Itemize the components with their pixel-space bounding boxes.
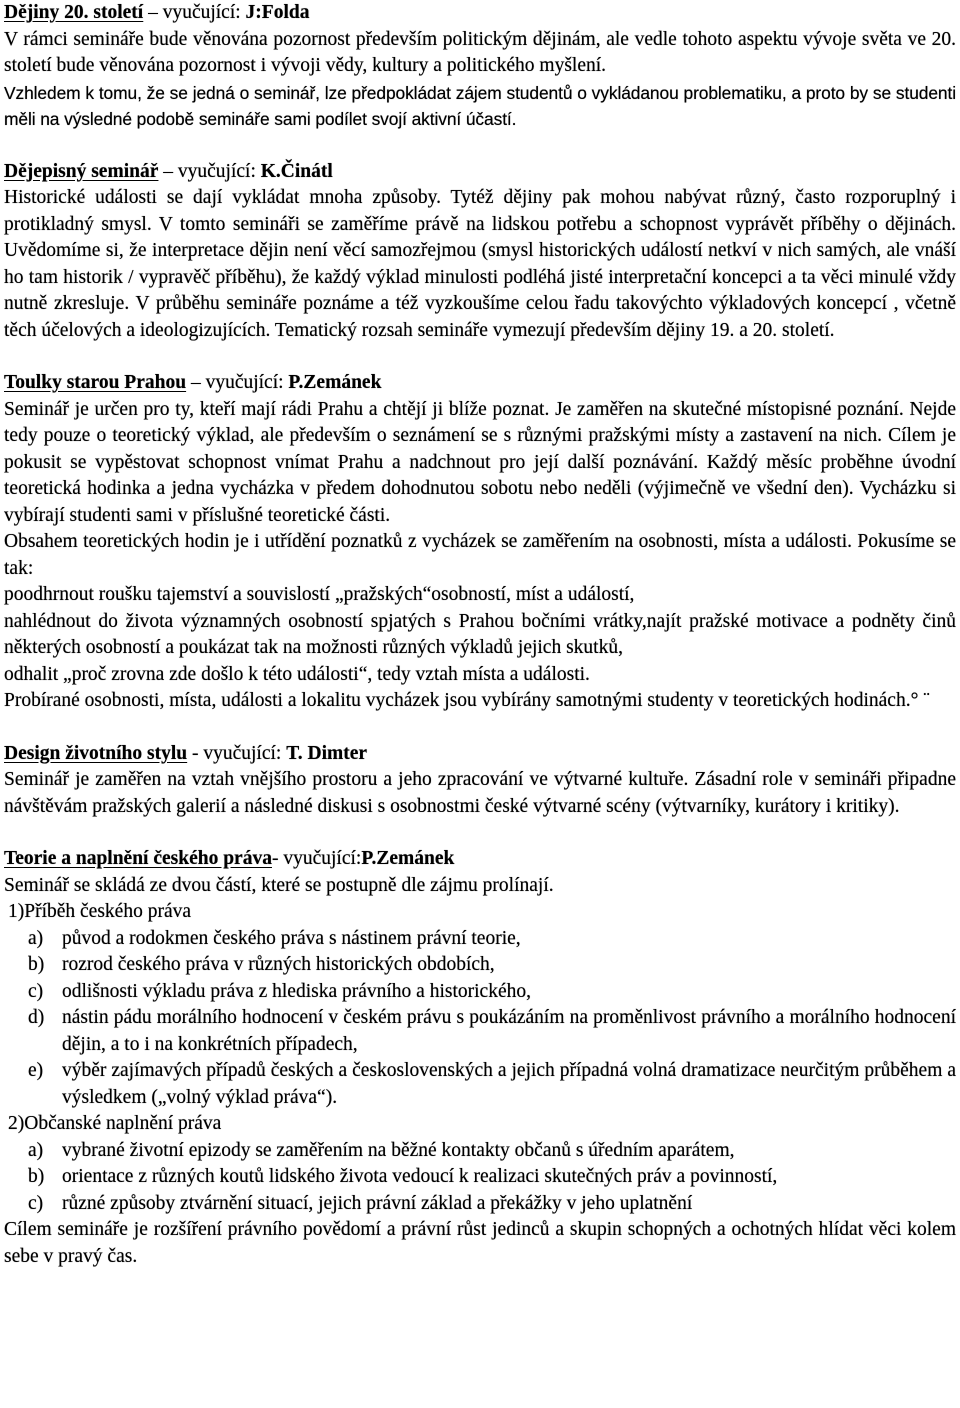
section-paragraph: Vzhledem k tomu, že se jedná o seminář, lze předpokládat zájem studentů o vykládanou problematiku, a proto by se studenti měli na výsledné podobě semináře sami podílet svojí aktivní účastí. [4, 82, 956, 129]
section-heading [4, 846, 956, 873]
teacher-name: P.Zemánek [361, 848, 455, 869]
list-marker: b) [28, 954, 45, 975]
section-history-seminar [4, 159, 956, 345]
section-20th-century-history [4, 0, 956, 133]
list-marker: c) [28, 980, 44, 1002]
section-heading [4, 741, 956, 768]
list-item-text: nástin pádu morálního hodnocení v českém právu s poukázáním na proměnlivost právního a morálního hodnocení dějin, a to i na konkrétních případech, [62, 1007, 956, 1055]
section-paragraph: V rámci semináře bude věnována pozornost především politickým dějinám, ale vedle tohoto aspektu vývoje světa ve 20. století bude věnována pozornost i vývoji vědy, kultury a politického myšlení. [4, 28, 956, 76]
list-item-text: rozrod českého práva v různých historických obdobích, [62, 954, 495, 975]
aim-line: nahlédnout do života významných osobností spjatých s Prahou bočními vrátky,najít pražské motivace a podněty činů některých osobností a poukázat tak na možnosti různých výkladů jejich skutků, [4, 610, 956, 658]
part-heading: 2)Občanské naplnění práva [8, 1113, 222, 1134]
list-marker: a) [28, 927, 44, 949]
teacher-name: K.Činátl [260, 160, 333, 182]
list-item [4, 1191, 956, 1218]
teacher-label: - vyučující: [187, 742, 287, 764]
list-marker: d) [28, 1007, 45, 1028]
list-item [4, 926, 956, 953]
list-item-text: původ a rodokmen českého práva s nástinem právní teorie, [62, 927, 521, 949]
list-item [4, 979, 956, 1006]
part-1-list [4, 926, 956, 1112]
list-item-text: odlišnosti výkladu práva z hlediska právního a historického, [62, 980, 531, 1002]
section-heading [4, 159, 956, 186]
list-item-text: orientace z různých koutů lidského života vedoucí k realizaci skutečných práv a povinností, [62, 1166, 778, 1187]
aim-line: poodhrnout roušku tajemství a souvislostí „pražských“osobností, míst a událostí, [4, 584, 635, 605]
teacher-label: vyučující: [162, 2, 246, 23]
list-item [4, 1005, 956, 1058]
part-2-list [4, 1138, 956, 1218]
list-marker: b) [28, 1166, 45, 1187]
section-paragraph: Seminář je určen pro ty, kteří mají rádi Prahu a chtějí ji blíže poznat. Je zaměřen na skutečné místopisné poznání. Nejde tedy pouze o teoretický výklad, ale především o seznámení se s různými pražskými místy a zastavení na nich. Cílem je pokusit se vypěstovat schopnost vnímat Prahu a nadchnout pro její další poznávání. Každý měsíc proběhne úvodní teoretická hodinka a jedna vycházka v předem dohodnutou sobotu nebo neděli (výjimečně ve všední den). Vycházku si vybírají studenti sami v příslušné teoretické části. [4, 398, 956, 526]
section-paragraph: Obsahem teoretických hodin je i utřídění poznatků z vycházek se zaměřením na osobnosti, místa a události. Pokusíme se tak: [4, 531, 956, 579]
list-item-text: výběr zajímavých případů českých a československých a jejich případná volná dramatizace neurčitým průběhem a výsledkem („volný výklad práva“). [62, 1060, 956, 1108]
section-czech-law [4, 846, 956, 1270]
section-intro: Seminář se skládá ze dvou částí, které se postupně dle zájmu prolínají. [4, 874, 554, 896]
list-item [4, 952, 956, 979]
list-marker: c) [28, 1192, 44, 1214]
part-heading: 1)Příběh českého práva [8, 901, 192, 922]
teacher-label: – vyučující: [158, 160, 261, 182]
section-paragraph: Historické události se dají vykládat mnoha způsoby. Tytéž dějiny pak mohou nabývat různý, často rozporuplný i protikladný smysl. V tomto semináři se zaměříme právě na lidskou potřebu a schopnost vyprávět příběhy o dějinách. Uvědomíme si, že interpretace dějin není věcí samozřejmou (smysl historických událostí netkví v nich samých, ale vnáší ho tam historik / vypravěč příběhu), že každý výklad minulosti podléhá jisté interpretační koncepci a ta věci minulé vždy nutně zkresluje. V průběhu semináře poznáme a též vyzkoušíme celou řadu takovýchto výkladových koncepcí , včetně těch účelových a ideologizujících. Tematický rozsah semináře vymezují především dějiny 19. a 20. století. [4, 187, 956, 341]
aim-line: odhalit „proč zrovna zde došlo k této události“, tedy vztah místa a události. [4, 663, 590, 685]
section-title: Toulky starou Prahou [4, 372, 187, 393]
section-old-prague [4, 370, 956, 715]
teacher-label: – vyučující: [186, 372, 289, 393]
section-title: Dějepisný seminář [4, 160, 159, 182]
teacher-name: J:Folda [245, 2, 310, 23]
section-goal: Cílem semináře je rozšíření právního povědomí a právní růst jedinců a skupin schopných a ochotných hlídat věci kolem sebe v pravý čas. [4, 1219, 956, 1267]
teacher-label: - vyučující: [271, 848, 362, 869]
list-marker: a) [28, 1139, 44, 1161]
section-lifestyle-design [4, 741, 956, 821]
section-title: Dějiny 20. století [4, 2, 144, 23]
section-heading: Dějiny 20. století – vyučující: J:Folda [4, 2, 310, 23]
list-item [4, 1164, 956, 1191]
teacher-name: T. Dimter [286, 742, 368, 764]
section-paragraph: Probírané osobnosti, místa, události a lokalitu vycházek jsou vybírány samotnými studenty v teoretických hodinách.° ¨ [4, 690, 930, 711]
list-marker: e) [28, 1060, 44, 1081]
section-title: Teorie a naplnění českého práva [4, 848, 272, 869]
teacher-name: P.Zemánek [288, 372, 382, 393]
section-title: Design životního stylu [4, 742, 188, 764]
list-item [4, 1058, 956, 1111]
list-item-text: vybrané životní epizody se zaměřením na běžné kontakty občanů s úředním aparátem, [62, 1139, 735, 1161]
list-item-text: různé způsoby ztvárnění situací, jejich právní základ a překážky v jeho uplatnění [62, 1192, 693, 1214]
section-heading [4, 370, 956, 397]
section-paragraph: Seminář je zaměřen na vztah vnějšího prostoru a jeho zpracování ve výtvarné kultuře. Zásadní role v semináři připadne návštěvám pražských galerií a následné diskusi s osobnostmi české výtvarné scény (výtvarníky, kurátory i kritiky). [4, 769, 956, 817]
list-item [4, 1138, 956, 1165]
